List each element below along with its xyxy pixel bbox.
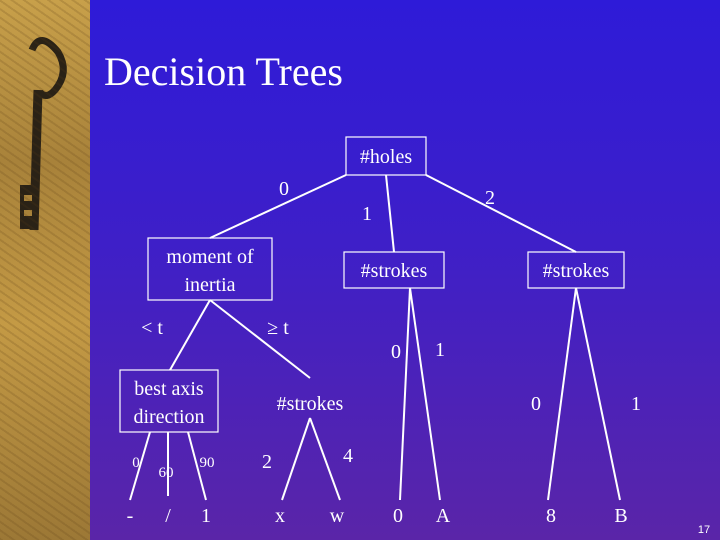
root-edge-label-2: 2 xyxy=(485,187,495,209)
edge-strokes-1-0 xyxy=(400,288,410,500)
strokes-mid-edge-label-2: 2 xyxy=(262,451,272,473)
moment-edge-label-ge: ≥ t xyxy=(267,317,289,339)
edge-strokes-mid-4 xyxy=(310,418,340,500)
axis-edge-label-0: 0 xyxy=(132,455,140,471)
root-edge-label-0: 0 xyxy=(279,178,289,200)
root-node-label: #holes xyxy=(359,146,413,168)
edge-moment-lt xyxy=(170,300,210,370)
axis-edge-label-60: 60 xyxy=(158,465,174,481)
moment-node-label-line2: inertia xyxy=(184,274,236,296)
strokes-2-edge-label-0: 0 xyxy=(531,393,541,415)
moment-node-label-line1: moment of xyxy=(166,246,254,268)
leaf-a: A xyxy=(435,505,451,527)
leaf-dash: - xyxy=(126,505,134,527)
leaf-0: 0 xyxy=(393,505,403,527)
edge-strokes-mid-2 xyxy=(282,418,310,500)
strokes-mid-node-label: #strokes xyxy=(276,393,344,415)
leaf-1: 1 xyxy=(201,505,211,527)
best-axis-node-label-line2: direction xyxy=(133,406,205,428)
leaf-b: B xyxy=(614,505,628,527)
moment-edge-label-lt: < t xyxy=(141,317,163,339)
best-axis-node-label-line1: best axis xyxy=(134,378,204,400)
strokes-2-node-label: #strokes xyxy=(542,260,610,282)
leaf-w: w xyxy=(329,505,345,527)
strokes-2-edge-label-1: 1 xyxy=(631,393,641,415)
page-number: 17 xyxy=(697,524,711,536)
strokes-1-node-label: #strokes xyxy=(360,260,428,282)
edge-strokes-1-1 xyxy=(410,288,440,500)
leaf-slash: / xyxy=(165,505,171,527)
edge-moment-ge xyxy=(210,300,310,378)
edge-root-0 xyxy=(210,175,346,238)
slide-title: Decision Trees xyxy=(104,49,343,94)
edge-strokes-2-0 xyxy=(548,288,576,500)
root-edge-label-1: 1 xyxy=(362,203,372,225)
edge-strokes-2-1 xyxy=(576,288,620,500)
strokes-1-edge-label-1: 1 xyxy=(435,339,445,361)
strokes-mid-edge-label-4: 4 xyxy=(343,445,353,467)
strokes-1-edge-label-0: 0 xyxy=(391,341,401,363)
edge-root-2 xyxy=(426,175,576,252)
leaf-8: 8 xyxy=(546,505,556,527)
axis-edge-label-90: 90 xyxy=(199,455,215,471)
leaf-x: x xyxy=(275,505,285,527)
edge-root-1 xyxy=(386,175,394,252)
